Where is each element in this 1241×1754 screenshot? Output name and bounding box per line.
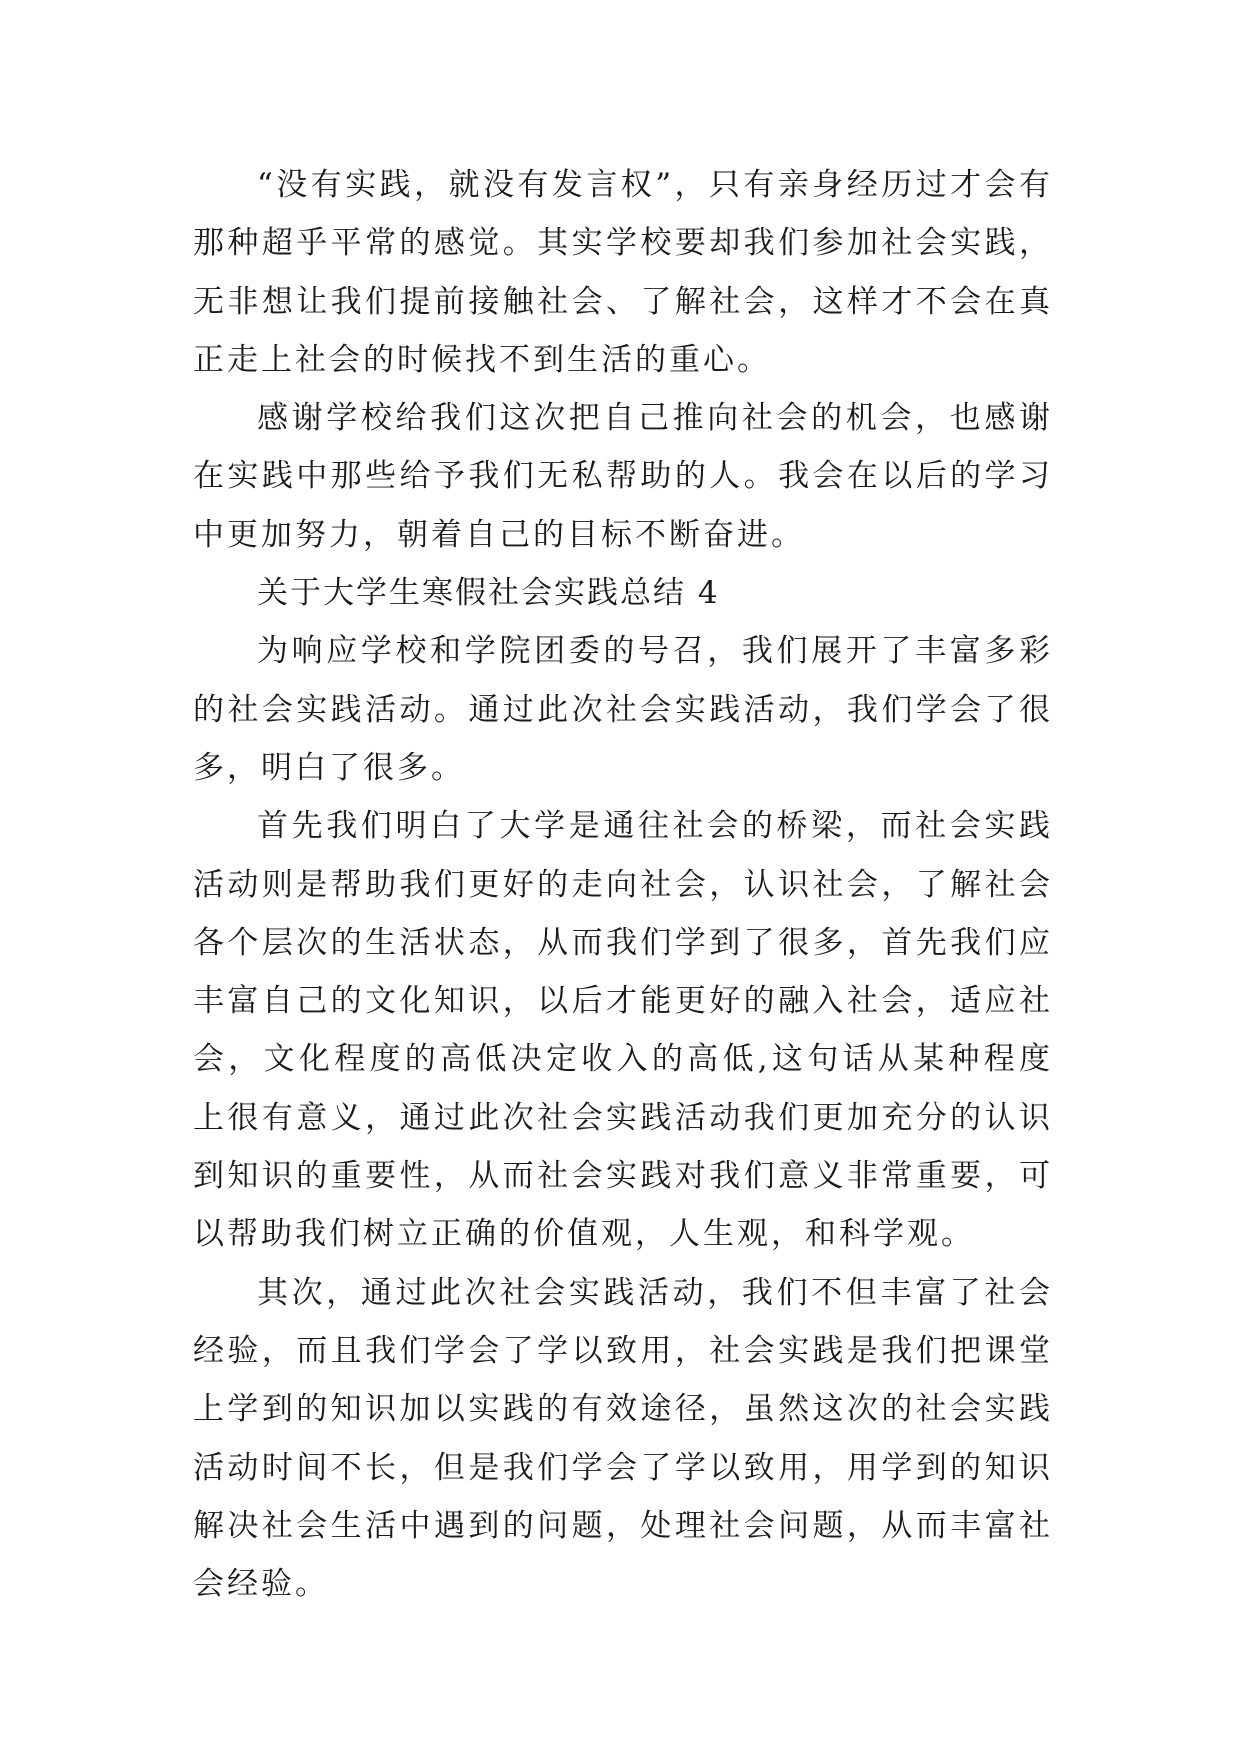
section-heading: 关于大学生寒假社会实践总结 4: [257, 575, 720, 612]
document-body: [193, 156, 1053, 1613]
paragraph-practice-quote: “没有实践，就没有发言权”，只有亲身经历过才会有那种超乎平常的感觉。其实学校要却我们参加社会实践，无非想让我们提前接触社会、了解社会，这样才不会在真正走上社会的时候找不到生活的重心。: [193, 167, 1053, 378]
paragraph-second-point: 其次，通过此次社会实践活动，我们不但丰富了社会经验，而且我们学会了学以致用，社会实践是我们把课堂上学到的知识加以实践的有效途径，虽然这次的社会实践活动时间不长，但是我们学会了学以致用，用学到的知识解决社会生活中遇到的问题，处理社会问题，从而丰富社会经验。: [193, 1274, 1053, 1603]
paragraph-thanks: 感谢学校给我们这次把自己推向社会的机会，也感谢在实践中那些给予我们无私帮助的人。我会在以后的学习中更加努力，朝着自己的目标不断奋进。: [193, 400, 1053, 553]
paragraph-first-point: 首先我们明白了大学是通往社会的桥梁，而社会实践活动则是帮助我们更好的走向社会，认识社会，了解社会各个层次的生活状态，从而我们学到了很多，首先我们应丰富自己的文化知识，以后才能更好的融入社会，适应社会，文化程度的高低决定收入的高低,这句话从某种程度上很有意义，通过此次社会实践活动我们更加充分的认识到知识的重要性，从而社会实践对我们意义非常重要，可以帮助我们树立正确的价值观，人生观，和科学观。: [193, 808, 1053, 1253]
paragraph-intro: 为响应学校和学院团委的号召，我们展开了丰富多彩的社会实践活动。通过此次社会实践活动，我们学会了很多，明白了很多。: [193, 633, 1053, 786]
